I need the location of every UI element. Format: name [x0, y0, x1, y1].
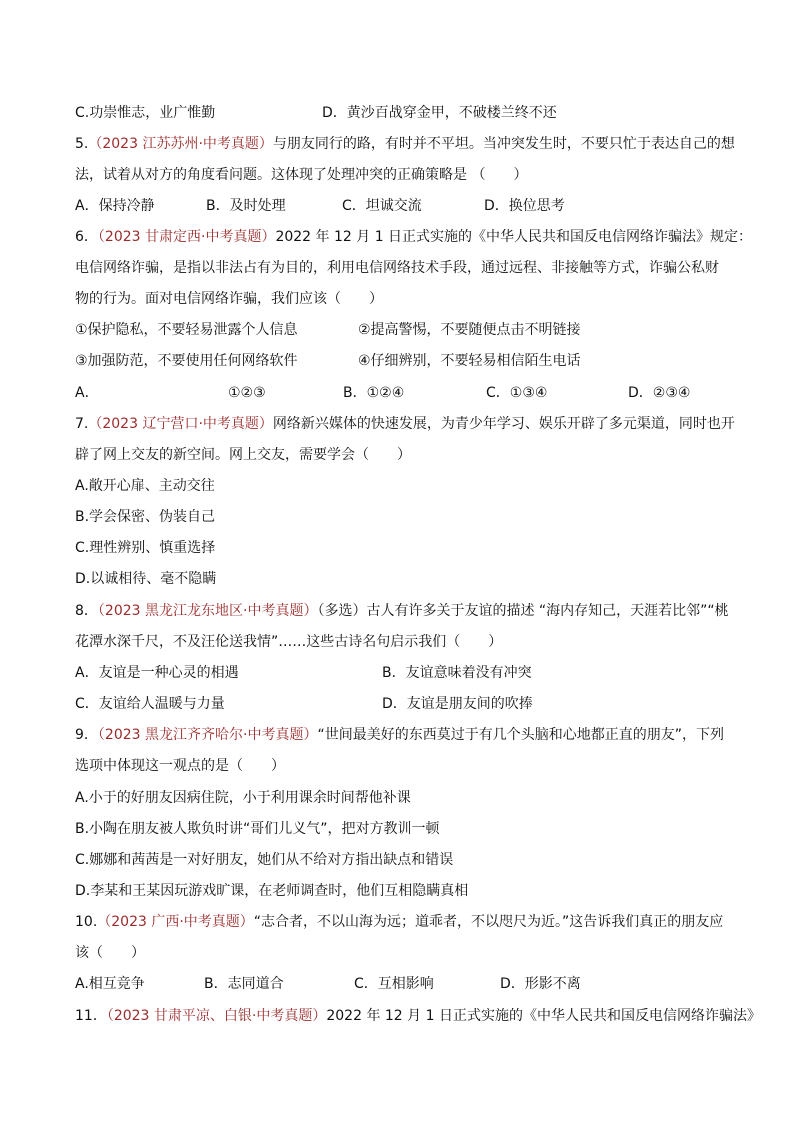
- q8-option-d: D．友谊是朋友间的吹捧: [382, 696, 533, 712]
- q11-stem-1: 2022 年 12 月 1 日正式实施的《中华人民共和国反电信网络诈骗法》: [326, 1008, 761, 1024]
- q10-option-a: A.相互竞争: [75, 976, 145, 992]
- q10-number: 10.: [75, 914, 98, 930]
- q5-line-2: 法，试着从对方的角度看问题。这体现了处理冲突的正确策略是 （ ）: [75, 167, 528, 183]
- q7-option-b: B.学会保密、伪装自己: [75, 509, 216, 525]
- q11-number: 11．: [75, 1008, 107, 1024]
- q6-option-d: D．②③④: [628, 385, 691, 401]
- q5-line-1: [75, 134, 735, 154]
- q7-number: 7.: [75, 416, 89, 432]
- q5-option-d: D．换位思考: [484, 198, 565, 214]
- q9-option-d: D.李某和王某因玩游戏旷课，在老师调查时，他们互相隐瞒真相: [75, 883, 469, 899]
- q8-source: （2023 黑龙江龙东地区·中考真题）: [97, 603, 318, 619]
- q6-line-3: 物的行为。面对电信网络诈骗，我们应该（ ）: [75, 291, 383, 307]
- q9-option-a: A.小于的好朋友因病住院，小于利用课余时间帮他补课: [75, 790, 411, 806]
- q6-item-2: ②提高警惕，不要随便点击不明链接: [358, 322, 581, 338]
- q5-stem-1: 与朋友同行的路，有时并不平坦。当冲突发生时，不要只忙于表达自己的想: [272, 136, 735, 152]
- q7-line-2: 辟了网上交友的新空间。网上交友，需要学会（ ）: [75, 447, 411, 463]
- q10-option-b: B．志同道合: [204, 976, 284, 992]
- q6-stem-1: 2022 年 12 月 1 日正式实施的《中华人民共和国反电信网络诈骗法》规定：: [275, 229, 753, 245]
- q6-number: 6．: [75, 229, 98, 245]
- q8-option-a: A．友谊是一种心灵的相遇: [75, 665, 239, 681]
- q11-source: （2023 甘肃平凉、白银·中考真题）: [106, 1008, 327, 1024]
- q7-option-a: A.敞开心扉、主动交往: [75, 478, 215, 494]
- q10-option-c: C．互相影响: [354, 976, 434, 992]
- q7-stem-1: 网络新兴媒体的快速发展，为青少年学习、娱乐开辟了多元渠道，同时也开: [272, 416, 735, 432]
- q7-option-c: C.理性辨别、慎重选择: [75, 540, 216, 556]
- q9-number: 9．: [75, 727, 98, 743]
- q6-item-4: ④仔细辨别，不要轻易相信陌生电话: [358, 353, 581, 369]
- q10-stem-1: “志合者，不以山海为远；道乖者，不以咫尺为近。”这告诉我们真正的朋友应: [253, 914, 724, 930]
- q6-option-a-label: A．: [75, 385, 99, 401]
- q10-option-d: D．形影不离: [500, 976, 581, 992]
- q10-source: （2023 广西·中考真题）: [97, 914, 254, 930]
- q8-number: 8．: [75, 603, 98, 619]
- q6-source: （2023 甘肃定西·中考真题）: [97, 229, 276, 245]
- q6-item-3: ③加强防范，不要使用任何网络软件: [75, 353, 298, 369]
- q8-option-c: C．友谊给人温暖与力量: [75, 696, 225, 712]
- q4-option-c: C.功崇惟志，业广惟勤: [75, 105, 216, 121]
- q6-line-1: [75, 227, 752, 247]
- q6-option-b: B．①②④: [343, 385, 405, 401]
- q10-line-2: 该（ ）: [75, 945, 145, 961]
- q9-stem-1: “世间最美好的东西莫过于有几个头脑和心地都正直的朋友”，下列: [317, 727, 724, 743]
- q7-option-d: D.以诚相待、毫不隐瞒: [75, 571, 217, 587]
- q9-line-2: 选项中体现这一观点的是（ ）: [75, 758, 285, 774]
- q9-option-c: C.娜娜和茜茜是一对好朋友，她们从不给对方指出缺点和错误: [75, 852, 454, 868]
- q8-line-1: [75, 601, 729, 621]
- q6-line-2: 电信网络诈骗，是指以非法占有为目的，利用电信网络技术手段，通过远程、非接触等方式，诈骗公私财: [75, 260, 719, 276]
- q11-line-1: [75, 1006, 761, 1026]
- q8-stem-1: （多选）古人有许多关于友谊的描述 “海内存知己，天涯若比邻”“桃: [317, 603, 729, 619]
- q7-source: （2023 辽宁营口·中考真题）: [88, 416, 273, 432]
- q6-item-1: ①保护隐私，不要轻易泄露个人信息: [75, 322, 298, 338]
- q8-option-b: B．友谊意味着没有冲突: [382, 665, 532, 681]
- q5-option-b: B．及时处理: [206, 198, 286, 214]
- q5-number: 5.: [75, 136, 89, 152]
- q4-option-d: D．黄沙百战穿金甲，不破楼兰终不还: [322, 105, 557, 121]
- q9-line-1: [75, 725, 724, 745]
- q9-option-b: B.小陶在朋友被人欺负时讲“哥们儿义气”，把对方教训一顿: [75, 821, 440, 837]
- q6-option-a: ①②③: [228, 385, 266, 401]
- q7-line-1: [75, 414, 735, 434]
- q6-option-c: C．①③④: [486, 385, 548, 401]
- q5-source: （2023 江苏苏州·中考真题）: [88, 136, 273, 152]
- q10-line-1: [75, 912, 723, 932]
- q8-line-2: 花潭水深千尺，不及汪伦送我情”……这些古诗名句启示我们（ ）: [75, 634, 503, 650]
- q5-option-c: C．坦诚交流: [342, 198, 422, 214]
- q9-source: （2023 黑龙江齐齐哈尔·中考真题）: [97, 727, 318, 743]
- q5-option-a: A．保持冷静: [75, 198, 155, 214]
